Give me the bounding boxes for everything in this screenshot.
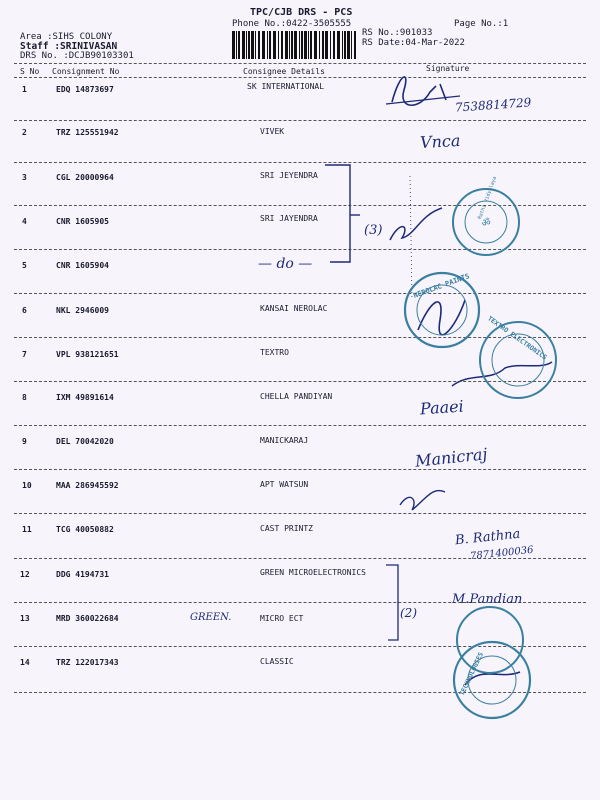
handwritten-ditto: — do — bbox=[258, 256, 313, 272]
consignment-number: MAA 286945592 bbox=[56, 481, 119, 490]
row-sno: 2 bbox=[22, 128, 27, 137]
consignee-name: MICRO ECT bbox=[260, 614, 304, 623]
signature-stroke bbox=[386, 96, 460, 104]
consignee-name: MANICKARAJ bbox=[260, 436, 309, 445]
rs-date: RS Date:04-Mar-2022 bbox=[362, 38, 465, 48]
rs-number: RS No.:901033 bbox=[362, 28, 433, 38]
pencil-line bbox=[410, 176, 412, 300]
consignee-name: APT WATSUN bbox=[260, 480, 309, 489]
seal-stamp bbox=[457, 607, 523, 673]
handwritten-signature: B. Rathna bbox=[454, 526, 521, 549]
handwritten-signature: M.Pandian bbox=[452, 592, 523, 607]
consignment-number: MRD 360022684 bbox=[56, 614, 119, 623]
page-number: Page No.:1 bbox=[454, 19, 509, 29]
consignment-number: EDQ 14873697 bbox=[56, 85, 114, 94]
bracket-mark bbox=[325, 165, 350, 262]
row-sno: 13 bbox=[20, 614, 30, 623]
stamp-text: NEROLAC PAINTS bbox=[412, 272, 471, 300]
bracket-mark bbox=[386, 565, 398, 640]
row-sno: 12 bbox=[20, 570, 30, 579]
consignee-name: KANSAI NEROLAC bbox=[260, 304, 328, 313]
staff-label: Staff :SRINIVASAN bbox=[20, 41, 118, 52]
consignee-name: CAST PRINTZ bbox=[260, 524, 313, 533]
consignment-number: CNR 1605905 bbox=[56, 217, 109, 226]
handwritten-note: GREEN. bbox=[190, 612, 232, 623]
consignment-number: DEL 70042020 bbox=[56, 437, 114, 446]
row-sno: 4 bbox=[22, 217, 27, 226]
row-sno: 11 bbox=[22, 525, 32, 534]
consignee-name: GREEN MICROELECTRONICS bbox=[260, 568, 366, 577]
row-sno: 14 bbox=[20, 658, 30, 667]
consignee-name: CLASSIC bbox=[260, 657, 294, 666]
handwritten-signature: Vnca bbox=[419, 130, 461, 153]
consignment-number: VPL 938121651 bbox=[56, 350, 119, 359]
row-sno: 1 bbox=[22, 85, 27, 94]
consignment-number: TCG 40050882 bbox=[56, 525, 114, 534]
consignee-name: SRI JEYENDRA bbox=[260, 171, 318, 180]
consignment-number: TRZ 125551942 bbox=[56, 128, 119, 137]
svg-text:ॐ: ॐ bbox=[481, 218, 491, 229]
row-sno: 6 bbox=[22, 306, 27, 315]
handwritten-signature: Paaei bbox=[419, 396, 465, 419]
row-sno: 7 bbox=[22, 350, 27, 359]
row-sno: 10 bbox=[22, 481, 32, 490]
consignment-number: CGL 20000964 bbox=[56, 173, 114, 182]
consignee-name: VIVEK bbox=[260, 127, 285, 136]
consignment-number: DDG 4194731 bbox=[56, 570, 109, 579]
row-sno: 3 bbox=[22, 173, 27, 182]
signature-scribble bbox=[400, 491, 445, 510]
col-consignment: Consignment No bbox=[52, 67, 120, 76]
consignment-number: TRZ 122017343 bbox=[56, 658, 119, 667]
handwritten-phone: 7871400036 bbox=[469, 544, 535, 563]
col-sno: S No bbox=[20, 67, 40, 76]
signature-scribble bbox=[390, 208, 442, 240]
signature-scribble bbox=[452, 362, 552, 386]
consignment-number: CNR 1605904 bbox=[56, 261, 109, 270]
col-signature: Signature bbox=[426, 64, 470, 73]
row-sno: 8 bbox=[22, 393, 27, 402]
stamp-text: Rathi Vidyalaya bbox=[477, 175, 499, 221]
col-consignee: Consignee Details bbox=[243, 67, 325, 76]
consignment-number: IXM 49891614 bbox=[56, 393, 114, 402]
drs-number: DRS No. :DCJB90103301 bbox=[20, 51, 134, 61]
stamp-text: TECHNOLOGIES bbox=[457, 651, 486, 697]
consignee-name: SK INTERNATIONAL bbox=[247, 82, 325, 91]
stamp-text: TEXTRO ELECTRONICS bbox=[486, 314, 549, 362]
handwritten-phone: 7538814729 bbox=[454, 95, 532, 115]
handwritten-mark: (2) bbox=[400, 606, 417, 620]
consignee-name: SRI JAYENDRA bbox=[260, 214, 318, 223]
handwritten-mark: (3) bbox=[364, 223, 383, 238]
consignee-name: TEXTRO bbox=[260, 348, 289, 357]
row-sno: 9 bbox=[22, 437, 27, 446]
row-sno: 5 bbox=[22, 261, 27, 270]
handwritten-signature: Manicraj bbox=[414, 444, 489, 471]
consignee-name: CHELLA PANDIYAN bbox=[260, 392, 333, 401]
sheet-title: TPC/CJB DRS - PCS bbox=[250, 7, 353, 18]
phone-number: Phone No.:0422-3505555 bbox=[232, 19, 352, 29]
consignment-number: NKL 2946009 bbox=[56, 306, 109, 315]
area-label: Area :SIHS COLONY bbox=[20, 32, 113, 42]
